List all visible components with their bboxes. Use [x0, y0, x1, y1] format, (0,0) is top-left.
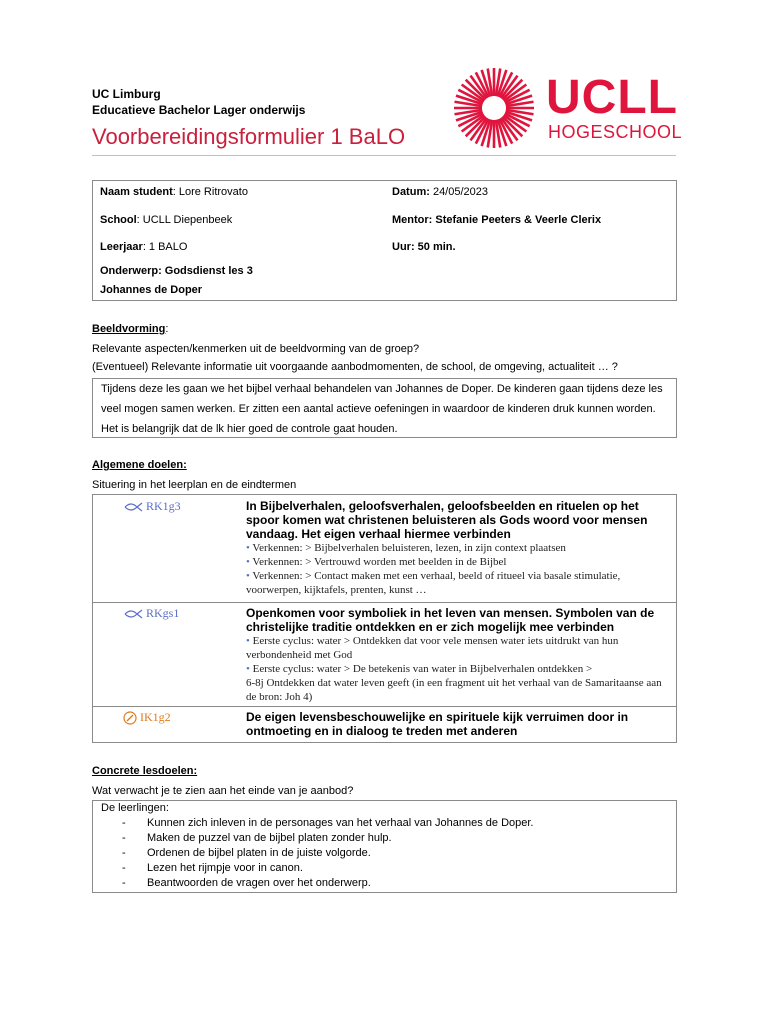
doel-title: In Bijbelverhalen, geloofsverhalen, geloofsbeelden en rituelen op het spoor komen wat christenen beluisteren als Gods woord voor mensen vandaag. Het eigen verhaal hiermee verbinden — [246, 499, 648, 541]
beeldvorming-text: Tijdens deze les gaan we het bijbel verhaal behandelen van Johannes de Doper. De kinderen gaan tijdens deze les veel mogen samen werken. Er zitten een aantal actieve oefeningen in waardoor de kinderen druk kunnen worden. Het is belangrijk dat de lk hier goed de controle gaat houden. — [101, 383, 663, 435]
duration: Uur: 50 min. — [392, 241, 456, 253]
algemene-doelen-sub: Situering in het leerplan en de eindtermen — [92, 479, 297, 491]
doel-item: • Verkennen: > Bijbelverhalen beluisteren, lezen, in zijn context plaatsen — [246, 542, 566, 554]
logo-subtext: HOGESCHOOL — [548, 122, 683, 142]
doel-item: • Eerste cyclus: water > De betekenis van water in Bijbelverhalen ontdekken > — [246, 663, 593, 675]
list-item: - Ordenen de bijbel platen in de juiste volgorde. — [101, 846, 668, 861]
date: Datum: 24/05/2023 — [392, 186, 489, 198]
logo-text: UCLL — [546, 71, 678, 124]
beeldvorming-question-2: (Eventueel) Relevante informatie uit voorgaande aanbodmomenten, de school, de omgeving, actualiteit … ? — [92, 361, 618, 373]
lesdoelen-list — [101, 816, 668, 891]
doel-item: 6-8j Ontdekken dat water leven geeft (in een fragment uit het verhaal van de Samaritaanse aan de bron: Joh 4) — [246, 677, 662, 703]
subject: Onderwerp: Godsdienst les 3 — [100, 265, 253, 277]
student-info-box — [92, 180, 677, 301]
doel-title: De eigen levensbeschouwelijke en spirituele kijk verruimen door in ontmoeting en in dialoog te treden met anderen — [246, 710, 629, 738]
doel-code: RKgs1 — [123, 606, 179, 621]
fish-icon — [123, 502, 143, 512]
org-name: UC Limburg — [92, 87, 161, 101]
beeldvorming-section: Beeldvorming: Relevante aspecten/kenmerken uit de beeldvorming van de groep? (Eventueel) Relevante informatie uit voorgaande aanbodmomenten, de school, de omgeving, actualiteit … ? — [92, 323, 618, 373]
beeldvorming-question-1: Relevante aspecten/kenmerken uit de beeldvorming van de groep? — [92, 343, 420, 355]
list-item: - Maken de puzzel van de bijbel platen zonder hulp. — [101, 831, 668, 846]
doel-code: RK1g3 — [123, 499, 181, 514]
list-item: - Beantwoorden de vragen over het onderwerp. — [101, 876, 668, 891]
doel-row — [93, 602, 676, 707]
doelen-table — [92, 494, 677, 743]
list-item: - Lezen het rijmpje voor in canon. — [101, 861, 668, 876]
concrete-lesdoelen-heading: Concrete lesdoelen: — [92, 765, 198, 777]
beeldvorming-textbox — [92, 378, 677, 438]
header-divider — [92, 155, 676, 156]
school: School: UCLL Diepenbeek — [100, 214, 233, 226]
pencil-circle-icon — [123, 711, 137, 725]
ucll-logo — [448, 66, 683, 150]
doel-item: • Verkennen: > Vertrouwd worden met beelden in de Bijbel — [246, 556, 507, 568]
doel-item: • Eerste cyclus: water > Ontdekken dat voor vele mensen water iets uitdrukt van hun verbondenheid met God — [246, 635, 619, 661]
sunburst-icon — [448, 66, 540, 150]
algemene-doelen-heading: Algemene doelen: — [92, 459, 187, 471]
lesdoelen-box — [92, 800, 677, 893]
page-title: Voorbereidingsformulier 1 BaLO — [92, 124, 406, 149]
subject-topic: Johannes de Doper — [100, 284, 203, 296]
beeldvorming-heading: Beeldvorming — [92, 323, 166, 335]
algemene-doelen-section — [92, 458, 296, 493]
organisation-block — [92, 86, 305, 118]
concrete-lesdoelen-section — [92, 764, 353, 799]
doel-title: Openkomen voor symboliek in het leven van mensen. Symbolen van de christelijke traditie ontdekken en er zich mogelijk mee verbinden — [246, 606, 655, 634]
doel-row — [93, 706, 676, 742]
org-program: Educatieve Bachelor Lager onderwijs — [92, 103, 306, 117]
fish-icon — [123, 609, 143, 619]
list-item: - Kunnen zich inleven in de personages van het verhaal van Johannes de Doper. — [101, 816, 668, 831]
doel-item: • Verkennen: > Contact maken met een verhaal, beeld of ritueel via basale stimulatie, voorwerpen, kijktafels, prenten, kunst … — [246, 570, 621, 596]
mentor: Mentor: Stefanie Peeters & Veerle Clerix — [392, 214, 602, 226]
lesdoelen-intro: De leerlingen: — [101, 802, 169, 814]
concrete-lesdoelen-sub: Wat verwacht je te zien aan het einde van je aanbod? — [92, 785, 354, 797]
doel-row — [93, 495, 676, 603]
grade: Leerjaar: 1 BALO — [100, 241, 188, 253]
doel-code: IK1g2 — [123, 710, 171, 725]
student-name: Naam student: Lore Ritrovato — [100, 186, 248, 198]
